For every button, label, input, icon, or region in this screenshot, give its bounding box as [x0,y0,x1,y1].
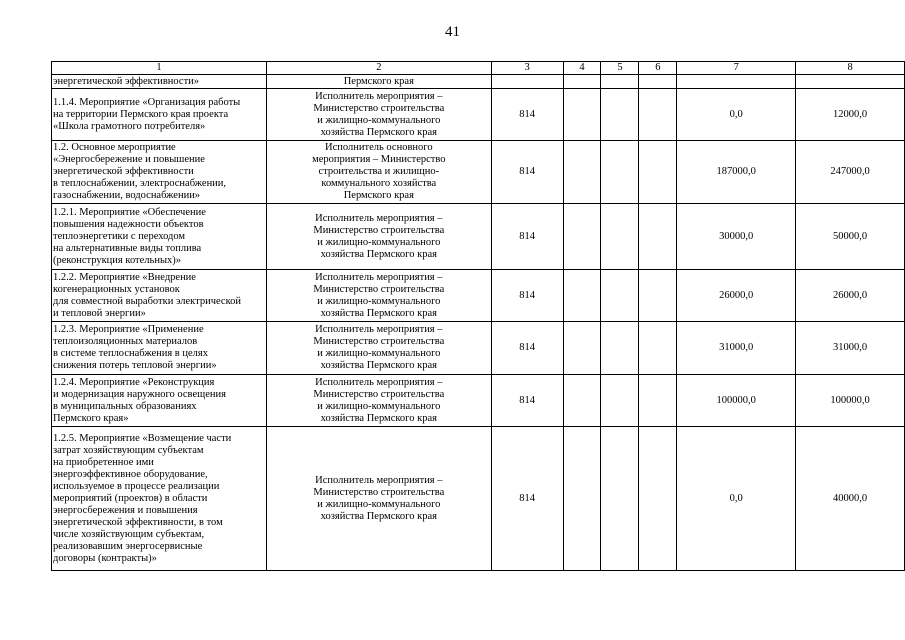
measure-name-line: на приобретенное ими [53,456,154,468]
measure-name-line: числе хозяйствующим субъектам, [53,528,205,540]
budget-code-cell: 814 [491,427,563,571]
executor-line: Исполнитель мероприятия – [315,376,443,388]
amount-col8-cell: 31000,0 [796,322,905,375]
executor-line: Исполнитель мероприятия – [315,324,443,335]
executor-line: Пермского края [343,190,414,201]
executor-cell [266,322,491,375]
measure-name-cell [52,322,267,375]
executor-line: и жилищно-коммунального [317,400,441,412]
executor-line: хозяйства Пермского края [320,360,437,371]
measure-name-cell [52,375,267,427]
executor-line: Министерство строительства [313,388,445,400]
table-row [52,375,905,427]
executor-line: Министерство строительства [313,224,445,236]
table-row [52,427,905,571]
col5-cell [601,141,639,204]
measure-name-cell [52,270,267,322]
measure-name-cell [52,204,267,270]
measure-name-line: затрат хозяйствующим субъектам [53,444,204,456]
budget-code-cell: 814 [491,204,563,270]
executor-line: Исполнитель мероприятия – [315,212,443,224]
col5-cell [601,270,639,322]
amount-col8-cell: 247000,0 [796,141,905,204]
column-number: 5 [601,62,639,75]
measure-name-line: 1.2.1. Мероприятие «Обеспечение [53,206,206,218]
table-row [52,204,905,270]
executor-cell [266,427,491,571]
measure-name-line: «Школа грамотного потребителя» [53,120,206,132]
measure-name-line: (реконструкция котельных)» [53,254,182,266]
col6-cell [639,427,677,571]
measure-name-line: в системе теплоснабжения в целях [53,348,208,359]
measure-name-line: на территории Пермского края проекта [53,108,229,120]
executor-line: и жилищно-коммунального [317,114,441,126]
measure-name-line: и тепловой энергии» [53,307,146,319]
measure-name-line: когенерационных установок [53,283,180,295]
col5-cell [601,322,639,375]
executor-line: хозяйства Пермского края [320,412,437,424]
amount-col7-cell: 30000,0 [677,204,796,270]
amount-col8-cell: 50000,0 [796,204,905,270]
measure-name-cell [52,141,267,204]
amount-col8-cell: 12000,0 [796,89,905,141]
column-number: 4 [563,62,601,75]
executor-line: Исполнитель мероприятия – [315,474,443,486]
measure-name-line: энергосбережения и повышения [53,504,198,516]
executor-line: Исполнитель мероприятия – [315,90,443,102]
executor-line: Министерство строительства [313,102,445,114]
budget-code-cell: 814 [491,375,563,427]
executor-line: хозяйства Пермского края [320,248,437,260]
budget-code-cell: 814 [491,141,563,204]
column-number: 2 [266,62,491,75]
measure-name-line: мероприятий (проектов) в области [53,492,208,504]
col4-cell [563,89,601,141]
measure-name-line: 1.2.5. Мероприятие «Возмещение части [53,432,232,444]
measure-name-line: на альтернативные виды топлива [53,242,202,254]
col4-cell [563,141,601,204]
amount-col8-cell: 40000,0 [796,427,905,571]
budget-code-cell: 814 [491,322,563,375]
amount-col7-cell: 0,0 [677,427,796,571]
measure-name-line: 1.2.3. Мероприятие «Применение [53,324,204,335]
col4-cell [563,204,601,270]
budget-code-cell: 814 [491,270,563,322]
table-row [52,89,905,141]
amount-col7-cell: 0,0 [677,89,796,141]
amount-col8-cell: 100000,0 [796,375,905,427]
col6-cell [639,204,677,270]
page-number: 41 [445,24,460,40]
measure-name-line: повышения надежности объектов [53,218,204,230]
column-number-row [52,62,905,75]
measure-name-line: и модернизация наружного освещения [53,388,226,400]
executor-cell [266,141,491,204]
executor-cell [266,204,491,270]
measure-name-line: в теплоснабжении, электроснабжении, [53,178,227,189]
executor-cell: Пермского края [266,75,491,89]
measure-name-line: снижения потерь тепловой энергии» [53,360,217,371]
executor-line: коммунального хозяйства [321,178,437,189]
col6-cell [639,89,677,141]
measure-name-line: 1.2. Основное мероприятие [53,142,176,153]
amount-col7-cell: 187000,0 [677,141,796,204]
executor-line: хозяйства Пермского края [320,126,437,138]
column-number: 7 [677,62,796,75]
measure-name-line: договоры (контракты)» [53,552,157,564]
executor-cell [266,270,491,322]
col6-cell [639,141,677,204]
table-row [52,322,905,375]
executor-cell [266,375,491,427]
executor-line: хозяйства Пермского края [320,307,437,319]
executor-line: Министерство строительства [313,336,445,347]
program-table [51,61,905,571]
executor-line: хозяйства Пермского края [320,510,437,522]
col5-cell [601,375,639,427]
measure-name-cell: энергетической эффективности» [52,75,267,89]
executor-line: Министерство строительства [313,283,445,295]
col6-cell [639,270,677,322]
measure-name-cell [52,427,267,571]
measure-name-line: для совместной выработки электрической [53,295,242,307]
col4-cell [563,427,601,571]
executor-cell [266,89,491,141]
amount-col8-cell: 26000,0 [796,270,905,322]
executor-line: Министерство строительства [313,486,445,498]
measure-name-line: 1.1.4. Мероприятие «Организация работы [53,96,241,108]
measure-name-line: реализовавшим энергосервисные [53,540,203,552]
executor-line: мероприятия – Министерство [312,154,446,165]
measure-name-line: 1.2.4. Мероприятие «Реконструкция [53,376,215,388]
amount-col7-cell: 100000,0 [677,375,796,427]
measure-name-line: энергоэффективное оборудование, [53,468,208,480]
col4-cell [563,270,601,322]
col6-cell [639,322,677,375]
executor-line: Исполнитель основного [325,142,433,153]
measure-name-line: энергетической эффективности [53,166,194,177]
col4-cell [563,375,601,427]
measure-name-line: «Энергосбережение и повышение [53,154,205,165]
col5-cell [601,89,639,141]
col5-cell [601,204,639,270]
column-number: 8 [796,62,905,75]
measure-name-line: используемое в процессе реализации [53,480,220,492]
executor-line: и жилищно-коммунального [317,348,441,359]
measure-name-line: газоснабжении, водоснабжении» [53,190,201,201]
executor-line: строительства и жилищно- [318,166,440,177]
column-number: 6 [639,62,677,75]
col6-cell [639,375,677,427]
executor-line: и жилищно-коммунального [317,498,441,510]
measure-name-line: теплоизоляционных материалов [53,336,198,347]
amount-col7-cell: 31000,0 [677,322,796,375]
measure-name-line: в муниципальных образованиях [53,400,197,412]
measure-name-line: теплоэнергетики с переходом [53,230,186,242]
column-number: 1 [52,62,267,75]
continuation-row [52,75,905,89]
table-row [52,270,905,322]
budget-code-cell: 814 [491,89,563,141]
measure-name-line: Пермского края» [53,412,129,424]
amount-col7-cell: 26000,0 [677,270,796,322]
executor-line: и жилищно-коммунального [317,236,441,248]
table-row [52,141,905,204]
measure-name-line: энергетической эффективности, в том [53,516,223,528]
col4-cell [563,322,601,375]
col5-cell [601,427,639,571]
executor-line: Исполнитель мероприятия – [315,271,443,283]
measure-name-line: 1.2.2. Мероприятие «Внедрение [53,271,196,283]
measure-name-cell [52,89,267,141]
executor-line: и жилищно-коммунального [317,295,441,307]
column-number: 3 [491,62,563,75]
